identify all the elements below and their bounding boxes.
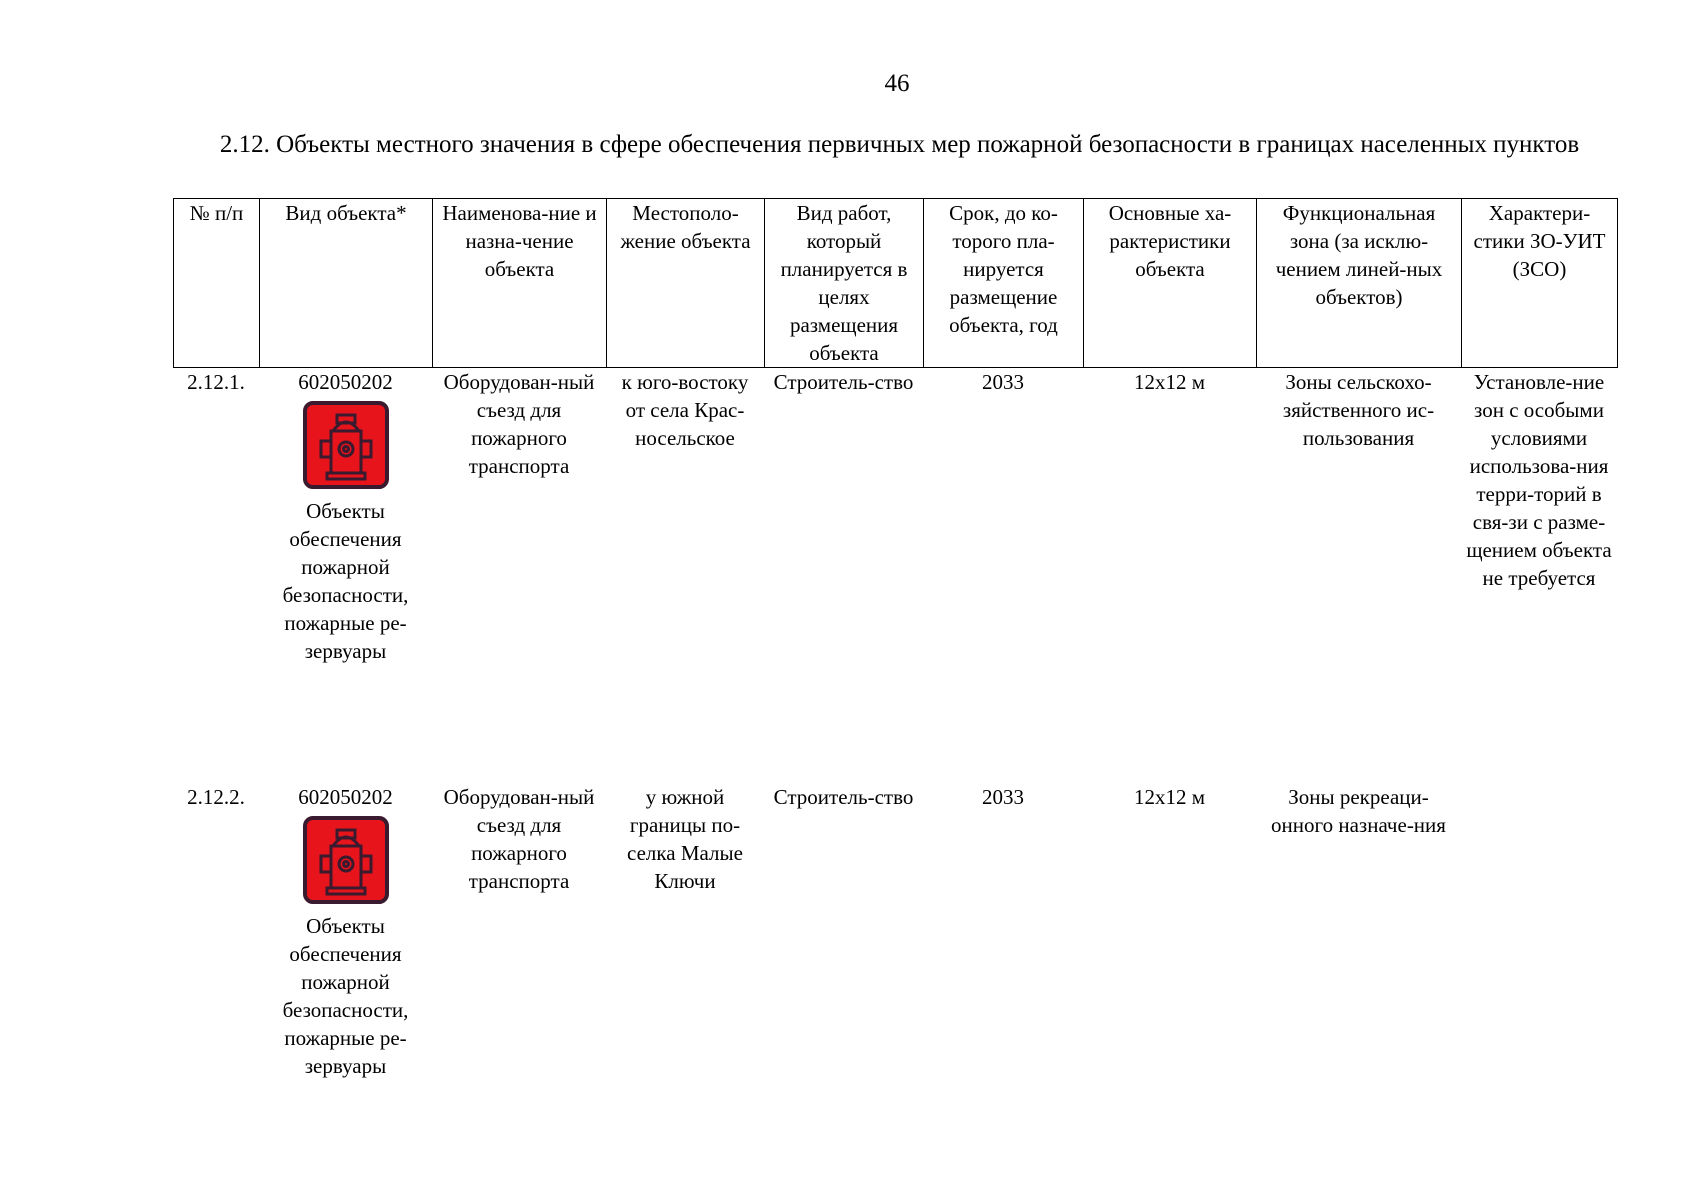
- row-number: 2.12.2.: [187, 785, 245, 809]
- fire-hydrant-icon: [303, 401, 389, 489]
- object-name: Оборудован-ный съезд для пожарного транспорта: [443, 370, 595, 478]
- fire-hydrant-icon: [303, 816, 389, 904]
- object-type-label: Объекты обеспечения пожарной безопасности, пожарные ре-зервуары: [282, 914, 409, 1078]
- col-header-zouit: Характери-стики ЗО-УИТ (ЗСО): [1462, 199, 1618, 368]
- section-heading: 2.12. Объекты местного значения в сфере обеспечения первичных мер пожарной безопасности в границах населенных пунктов: [219, 131, 1580, 158]
- col-header-name: Наименова-ние и назна-чение объекта: [433, 199, 607, 368]
- col-header-object-type: Вид объекта*: [260, 199, 433, 368]
- deadline-year: 2033: [982, 785, 1024, 809]
- work-type: Строитель-ство: [773, 785, 914, 809]
- col-header-location: Местополо-жение объекта: [607, 199, 765, 368]
- object-type-cell: [259, 783, 432, 1080]
- page-number: 46: [884, 70, 910, 97]
- col-header-number: № п/п: [174, 199, 260, 368]
- object-characteristics: 12х12 м: [1133, 785, 1206, 809]
- object-characteristics: 12х12 м: [1133, 370, 1206, 394]
- functional-zone: Зоны сельскохо-зяйственного ис-пользования: [1282, 370, 1435, 450]
- object-code: 602050202: [298, 785, 393, 809]
- object-location: у южной границы по-селка Малые Ключи: [627, 785, 743, 893]
- table-header: [173, 198, 1618, 368]
- deadline-year: 2033: [982, 370, 1024, 394]
- functional-zone: Зоны рекреаци-онного назначе-ния: [1271, 785, 1446, 837]
- object-code: 602050202: [298, 370, 393, 394]
- col-header-deadline: Срок, до ко-торого пла-нируется размещение объекта, год: [924, 199, 1084, 368]
- object-type-cell: [259, 368, 432, 665]
- object-name: Оборудован-ный съезд для пожарного транспорта: [443, 785, 595, 893]
- col-header-work-type: Вид работ, который планируется в целях размещения объекта: [765, 199, 924, 368]
- work-type: Строитель-ство: [773, 370, 914, 394]
- col-header-characteristics: Основные ха-рактеристики объекта: [1084, 199, 1257, 368]
- row-number: 2.12.1.: [187, 370, 245, 394]
- col-header-functional-zone: Функциональная зона (за исклю-чением линей-ных объектов): [1257, 199, 1462, 368]
- object-type-label: Объекты обеспечения пожарной безопасности, пожарные ре-зервуары: [282, 499, 409, 663]
- object-location: к юго-востоку от села Крас-носельское: [621, 370, 749, 450]
- zouit-characteristics: Установле-ние зон с особыми условиями использова-ния терри-торий в свя-зи с разме-щением объекта не требуется: [1466, 370, 1612, 590]
